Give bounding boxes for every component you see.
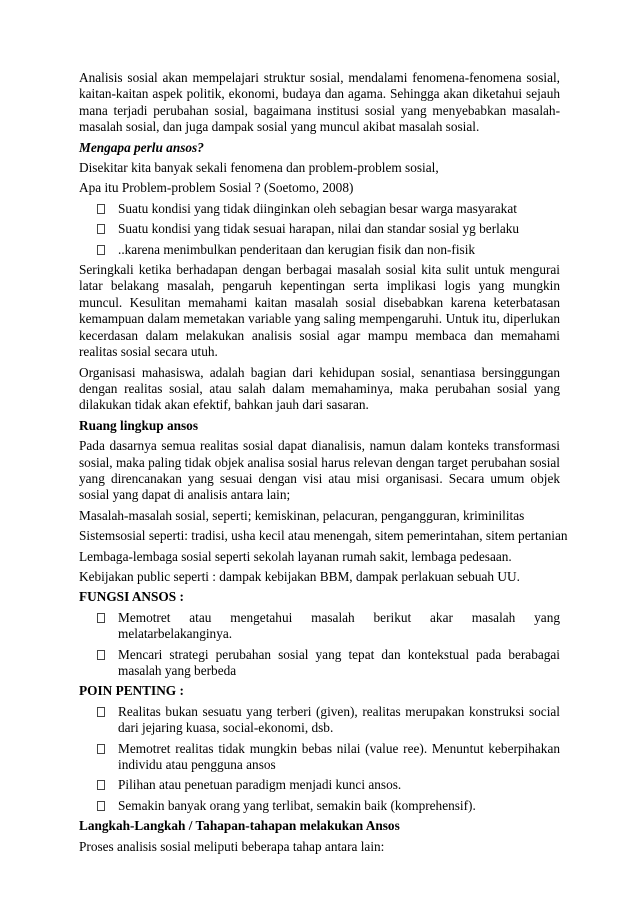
bullet-box-icon bbox=[97, 707, 105, 717]
list-item bbox=[79, 242, 560, 258]
list-item-text: Memotret realitas tidak mungkin bebas nilai (value ree). Menuntut keberpihakan individu atau pengguna ansos bbox=[118, 740, 560, 773]
policy-line: Kebijakan public seperti : dampak kebijakan BBM, dampak perlakuan sebuah UU. bbox=[79, 568, 520, 584]
list-item bbox=[79, 777, 560, 793]
list-item-text: Suatu kondisi yang tidak sesuai harapan, nilai dan standar sosial yg berlaku bbox=[118, 221, 520, 237]
document-page bbox=[79, 70, 568, 859]
phenomena-line: Disekitar kita banyak sekali fenomena dan problem-problem sosial, bbox=[79, 160, 439, 176]
list-item bbox=[79, 798, 560, 814]
scope-heading: Ruang lingkup ansos bbox=[79, 417, 198, 433]
list-item-text: ..karena menimbulkan penderitaan dan kerugian fisik dan non-fisik bbox=[118, 241, 476, 257]
problems-line: Masalah-masalah sosial, seperti; kemiskinan, pelacuran, pengangguran, kriminilitas bbox=[79, 507, 525, 523]
list-item bbox=[79, 610, 560, 643]
bullet-box-icon bbox=[97, 801, 105, 811]
bullet-box-icon bbox=[97, 245, 105, 255]
why-heading: Mengapa perlu ansos? bbox=[79, 139, 204, 155]
problem-bullet-list bbox=[79, 201, 560, 258]
points-bullet-list bbox=[79, 704, 560, 814]
intro-paragraph: Analisis sosial akan mempelajari struktur sosial, mendalami fenomena-fenomena sosial, kaitan-kaitan aspek politik, ekonomi, budaya dan agama. Sehingga akan diketahui sejauh mana terjadi perubahan sosial, bagaimana institusi sosial yang menyebabkan masalah-masalah sosial, dan juga dampak sosial yang muncul akibat masalah sosial. bbox=[79, 70, 560, 135]
list-item-text: Suatu kondisi yang tidak diinginkan oleh sebagian besar warga masyarakat bbox=[118, 200, 517, 216]
list-item-text: Semakin banyak orang yang terlibat, semakin baik (komprehensif). bbox=[118, 797, 476, 813]
bullet-box-icon bbox=[97, 224, 105, 234]
bullet-box-icon bbox=[97, 204, 105, 214]
systems-line: Sistemsosial seperti: tradisi, usha kecil atau menengah, sitem pemerintahan, sitem pertanian bbox=[79, 528, 568, 544]
function-bullet-list bbox=[79, 610, 560, 680]
steps-heading: Langkah-Langkah / Tahapan-tahapan melakukan Ansos bbox=[79, 818, 400, 834]
list-item-text: Realitas bukan sesuatu yang terberi (given), realitas merupakan konstruksi social dari jejaring kuasa, social-ekonomi, dsb. bbox=[118, 703, 560, 736]
list-item bbox=[79, 741, 560, 774]
scope-paragraph: Pada dasarnya semua realitas sosial dapat dianalisis, namun dalam konteks transformasi sosial, maka paling tidak objek analisa sosial harus relevan dengan target perubahan sosial yang direncanakan yang sesuai dengan visi atau misi organisasi. Secara umum objek sosial yang dapat di analisis antara lain; bbox=[79, 438, 560, 503]
institutions-line: Lembaga-lembaga sosial seperti sekolah layanan rumah sakit, lembaga pedesaan. bbox=[79, 548, 512, 564]
bullet-box-icon bbox=[97, 650, 105, 660]
list-item bbox=[79, 201, 560, 217]
bullet-box-icon bbox=[97, 744, 105, 754]
process-line: Proses analisis sosial meliputi beberapa tahap antara lain: bbox=[79, 838, 385, 854]
organization-paragraph: Organisasi mahasiswa, adalah bagian dari kehidupan sosial, senantiasa bersinggungan dengan realitas sosial, atau salah dalam memahaminya, maka perubahan sosial yang dilakukan tidak akan efektif, bahkan jauh dari sasaran. bbox=[79, 364, 560, 413]
bullet-box-icon bbox=[97, 613, 105, 623]
list-item-text: Memotret atau mengetahui masalah berikut akar masalah yang melatarbelakanginya. bbox=[118, 609, 560, 642]
bullet-box-icon bbox=[97, 780, 105, 790]
list-item-text: Pilihan atau penetuan paradigm menjadi kunci ansos. bbox=[118, 777, 402, 793]
list-item bbox=[79, 647, 560, 680]
list-item bbox=[79, 704, 560, 737]
question-line: Apa itu Problem-problem Sosial ? (Soetomo, 2008) bbox=[79, 180, 354, 196]
list-item bbox=[79, 221, 560, 237]
difficulty-paragraph: Seringkali ketika berhadapan dengan berbagai masalah sosial kita sulit untuk mengurai latar belakang masalah, pengaruh kepentingan serta implikasi logis yang mungkin muncul. Kesulitan memahami kaitan masalah sosial disebabkan karena keterbatasan kemampuan dalam memetakan variable yang saling mempengaruhi. Untuk itu, diperlukan kecerdasan dalam melakukan analisis sosial agar mampu membaca dan memahami realitas sosial secara utuh. bbox=[79, 262, 560, 360]
list-item-text: Mencari strategi perubahan sosial yang tepat dan kontekstual pada berabagai masalah yang berbeda bbox=[118, 646, 560, 678]
points-heading: POIN PENTING : bbox=[79, 683, 184, 699]
function-heading: FUNGSI ANSOS : bbox=[79, 589, 184, 605]
